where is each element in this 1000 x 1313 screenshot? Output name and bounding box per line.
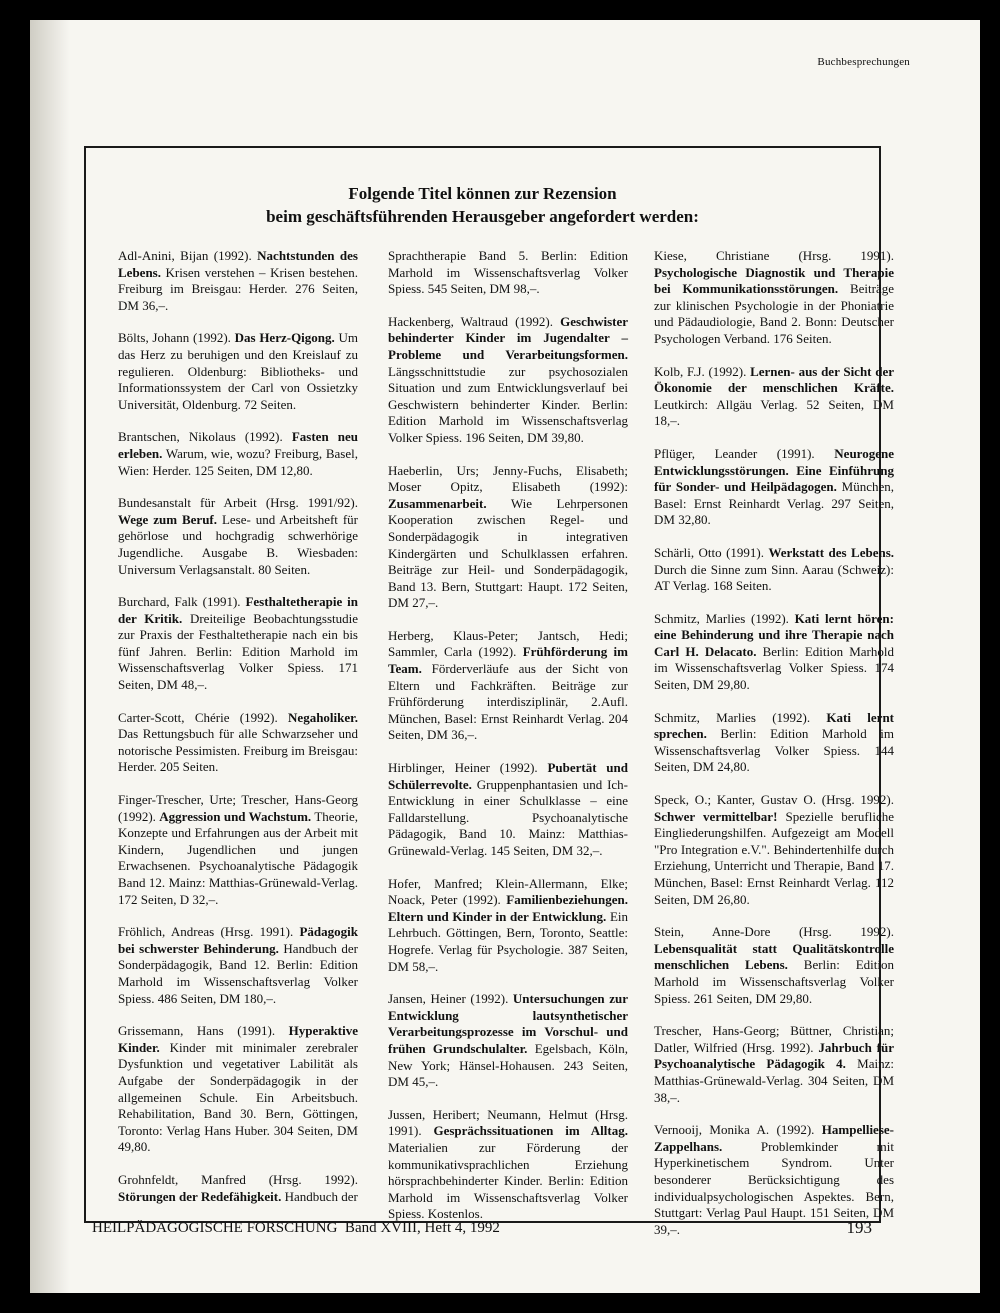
entry-title: Familienbeziehungen. Eltern und Kinder in der Entwicklung.	[388, 892, 628, 924]
bibliography-entry	[654, 1023, 894, 1106]
entry-details: Berlin: Edition Marhold im Wissenschaftsverlag Volker Spiess. 174 Seiten, DM 29,80.	[654, 643, 894, 693]
column-1	[118, 248, 358, 1221]
bibliography-entry	[118, 330, 358, 413]
entry-details: Lese- und Arbeitsheft für gehörlose und hochgradig schwerhörige Jugendliche. Ausgabe B. Wiesbaden: Universum Verlagsanstalt. 80 Seiten.	[118, 511, 358, 577]
entry-details: Materialien zur Förderung der kommunikativsprachlichen Erziehung hörsprachbehinderter Kinder. Berlin: Edition Marhold im Wissenschaftsverlag Volker Spiess. Kostenlos.	[388, 1139, 628, 1222]
entry-title: Wege zum Beruf.	[118, 511, 218, 527]
entry-author: Jussen, Heribert; Neumann, Helmut (Hrsg. 1991).	[388, 1106, 628, 1139]
bibliography-entry	[388, 876, 628, 976]
bibliography-entry	[654, 792, 894, 908]
entry-title: Nachtstunden des Lebens.	[118, 248, 358, 280]
entry-author: Grissemann, Hans (1991).	[118, 1023, 289, 1039]
entry-details: Gruppenphantasien und Ich-Entwicklung in einer Schulklasse – eine Falldarstellung. Psychoanalytische Pädagogik, Band 10. Mainz: Matthias-Grünewald-Verlag. 145 Seiten, DM 32,–.	[388, 776, 628, 858]
entry-title: Negaholiker.	[288, 709, 358, 725]
entry-title: Lernen- aus der Sicht der Ökonomie der menschlichen Kräfte.	[654, 363, 894, 396]
box-title	[86, 182, 879, 228]
bibliography-entry	[388, 463, 628, 612]
entry-title: Geschwister behinderter Kinder im Jugendalter – Probleme und Verarbeitungsformen.	[388, 313, 628, 362]
entry-title: Lebensqualität statt Qualitätskontrolle menschlichen Lebens.	[654, 940, 894, 973]
entry-title: Psychologische Diagnostik und Therapie bei Kommunikationsstörungen.	[654, 264, 894, 297]
bibliography-entry	[654, 446, 894, 529]
bibliography-entry	[388, 991, 628, 1091]
entry-details: Wie Lehrpersonen Kooperation zwischen Regel- und Sonderpädagogik in integrativen Kindergärten und Schulklassen erfahren. Beiträge zur Heil- und Sonderpädagogik, Band 13. Bern, Stuttgart: Haupt. 172 Seiten, DM 27,–.	[388, 495, 628, 611]
entry-details: Förderverläufe aus der Sicht von Eltern und Fachkräften. Beiträge zur Frühförderung interdisziplinär, 2.Aufl. München, Basel: Ernst Reinhardt Verlag. 204 Seiten, DM 36,–.	[388, 661, 628, 743]
entry-title: Kati lernt hören: eine Behinderung und ihre Therapie nach Carl H. Delacato.	[654, 610, 894, 659]
box-title-line-2: beim geschäftsführenden Herausgeber angefordert werden:	[266, 207, 699, 226]
entry-author: Hirblinger, Heiner (1992).	[388, 760, 548, 776]
entry-details: Das Rettungsbuch für alle Schwarzseher und notorische Pessimisten. Freiburg im Breisgau: Herder. 205 Seiten.	[118, 726, 358, 775]
entry-title: Kati lernt sprechen.	[654, 709, 894, 742]
bibliography-entry	[118, 792, 358, 908]
entry-author: Schmitz, Marlies (1992).	[654, 610, 795, 626]
bibliography-entry	[388, 1107, 628, 1223]
entry-details: Handbuch der Sonderpädagogik, Band 12. Berlin: Edition Marhold im Wissenschaftsverlag Volker Spiess. 486 Seiten, DM 180,–.	[118, 940, 358, 1006]
bibliography-entry	[654, 248, 894, 348]
bibliography-entry	[654, 611, 894, 694]
entry-details: Spezielle berufliche Eingliederungshilfen. Aufgezeigt am Modell "Pro Integration e.V.". Behindertenhilfe durch Erziehung, Unterricht und Therapie, Band 17. München, Basel: Ernst Reinhardt Verlag. 112 Seiten, DM 26,80.	[654, 808, 894, 907]
entry-title: Untersuchungen zur Entwicklung lautsynthetischer Verarbeitungsprozesse im Vorschul- und frühen Grundschulalter.	[388, 991, 629, 1056]
entry-title: Fasten neu erleben.	[118, 429, 358, 461]
entry-author: Fröhlich, Andreas (Hrsg. 1991).	[118, 924, 300, 940]
entry-details: Leutkirch: Allgäu Verlag. 52 Seiten, DM 18,–.	[654, 396, 894, 429]
entry-details: Durch die Sinne zum Sinn. Aarau (Schweiz): AT Verlag. 168 Seiten.	[654, 561, 894, 594]
bibliography-entry	[654, 364, 894, 430]
entry-author: Kolb, F.J. (1992).	[654, 363, 751, 379]
entry-author: Carter-Scott, Chérie (1992).	[118, 709, 289, 725]
entry-title: Gesprächssituationen im Alltag.	[433, 1123, 628, 1139]
entry-details: Dreiteilige Beobachtungsstudie zur Praxis der Festhaltetherapie nach ein bis fünf Jahren. Berlin: Edition Marhold im Wissenschaftsverlag Volker Spiess. 171 Seiten, DM 48,–.	[118, 610, 358, 693]
entry-details: Berlin: Edition Marhold im Wissenschaftsverlag Volker Spiess. 144 Seiten, DM 24,80.	[654, 726, 894, 775]
bibliography-entry	[388, 248, 628, 298]
entry-author: Stein, Anne-Dore (Hrsg. 1992).	[654, 924, 894, 940]
bibliography-entry	[654, 545, 894, 595]
entry-details: Beiträge zur klinischen Psychologie in der Phoniatrie und Pädaudiologie, Band 2. Bonn: Deutscher Psychologen Verband. 176 Seiten.	[654, 281, 894, 346]
entry-title: Hyperaktive Kinder.	[118, 1023, 358, 1055]
entry-details: Theorie, Konzepte und Erfahrungen aus der Arbeit mit Kindern, Jugendlichen und jungen Erwachsenen. Psychoanalytische Pädagogik Band 12. Mainz: Matthias-Grünewald-Verlag. 172 Seiten, D 32,–.	[118, 808, 358, 907]
entry-author: Bundesanstalt für Arbeit (Hrsg. 1991/92).	[118, 495, 358, 511]
entry-author: Trescher, Hans-Georg; Büttner, Christian; Datler, Wilfried (Hrsg. 1992).	[654, 1023, 894, 1055]
bibliography-entry	[118, 924, 358, 1007]
entry-author: Hofer, Manfred; Klein-Allermann, Elke; Noack, Peter (1992).	[388, 875, 628, 908]
bibliography-entry	[118, 1023, 358, 1156]
bibliography-entry	[118, 248, 358, 314]
entry-author: Grohnfeldt, Manfred (Hrsg. 1992).	[118, 1171, 358, 1187]
entry-title: Werkstatt des Lebens.	[768, 544, 894, 560]
running-header: Buchbesprechungen	[817, 56, 910, 68]
entry-title: Schwer vermittelbar!	[654, 808, 778, 824]
entry-author: Vernooij, Monika A. (1992).	[654, 1122, 822, 1138]
entry-title: Aggression und Wachstum.	[159, 808, 312, 824]
bibliography-entry	[388, 628, 628, 744]
page-number: 193	[846, 1218, 872, 1237]
entry-author: Brantschen, Nikolaus (1992).	[118, 429, 292, 445]
bibliography-entry	[118, 594, 358, 694]
entry-title: Pubertät und Schülerrevolte.	[388, 760, 628, 792]
entry-title: Festhaltetherapie in der Kritik.	[118, 594, 359, 626]
bibliography-entry	[118, 495, 358, 578]
entry-title: Hampelliese-Zappelhans.	[654, 1122, 894, 1154]
entry-author: Adl-Anini, Bijan (1992).	[118, 248, 258, 263]
entry-title: Neurogene Entwicklungsstörungen. Eine Einführung für Sonder- und Heilpädagogen.	[654, 445, 894, 495]
entry-title: Pädagogik bei schwerster Behinderung.	[118, 924, 358, 956]
entry-author: Schärli, Otto (1991).	[654, 544, 769, 560]
bibliography-entry	[388, 760, 628, 860]
entry-author: Bölts, Johann (1992).	[118, 330, 235, 346]
entry-details: Um das Herz zu beruhigen und den Kreislauf zu regulieren. Oldenburg: Bibliotheks- und Informationssystem der Carl von Ossietzky Universität, Oldenburg. 72 Seiten.	[118, 330, 359, 412]
column-2	[388, 248, 628, 1239]
entry-author: Finger-Trescher, Urte; Trescher, Hans-Georg (1992).	[118, 792, 358, 824]
page-spine-shadow	[30, 20, 70, 1293]
bibliography-entry	[388, 314, 628, 447]
entry-author: Pflüger, Leander (1991).	[654, 445, 835, 461]
entry-author: Herberg, Klaus-Peter; Jantsch, Hedi; Sammler, Carla (1992).	[388, 627, 628, 660]
bibliography-entry	[118, 1172, 358, 1205]
entry-details: Warum, wie, wozu? Freiburg, Basel, Wien: Herder. 125 Seiten, DM 12,80.	[118, 445, 358, 478]
entry-title: Zusammenarbeit.	[388, 495, 487, 511]
entry-author: Speck, O.; Kanter, Gustav O. (Hrsg. 1992).	[654, 792, 894, 808]
entry-details: Berlin: Edition Marhold im Wissenschaftsverlag Volker Spiess. 261 Seiten, DM 29,80.	[654, 957, 894, 1006]
journal-footer: HEILPÄDAGOGISCHE FORSCHUNG Band XVIII, Heft 4, 1992	[92, 1220, 500, 1236]
entry-details: Kinder mit minimaler zerebraler Dysfunktion und vegetativer Labilität als Aufgabe der Sonderpädagogik in der allgemeinen Schule. Ein Arbeitsbuch. Rehabilitation, Band 30. Bern, Göttingen, Toronto: Verlag Hans Huber. 304 Seiten, DM 49,80.	[118, 1039, 358, 1155]
journal-page	[30, 20, 980, 1293]
bibliography-entry	[654, 710, 894, 776]
entry-title: Jahrbuch für Psychoanalytische Pädagogik 4.	[654, 1039, 894, 1072]
entry-author: Hackenberg, Waltraud (1992).	[388, 313, 561, 329]
bibliography-entry	[654, 924, 894, 1007]
entry-details: Problemkinder mit Hyperkinetischem Syndrom. Unter besonderer Berücksichtigung des individualpsychologischen Aspektes. Bern, Stuttgart: Verlag Paul Haupt. 151 Seiten, DM 39,–.	[654, 1138, 894, 1237]
entry-author: Haeberlin, Urs; Jenny-Fuchs, Elisabeth; Moser Opitz, Elisabeth (1992):	[388, 462, 628, 495]
entry-title: Frühförderung im Team.	[388, 644, 628, 677]
entry-details: Längsschnittstudie zur psychosozialen Situation und zum Entwicklungsverlauf bei Geschwistern behinderter Kinder. Berlin: Edition Marhold im Wissenschaftsverlag Volker Spiess. 196 Seiten, DM 39,80.	[388, 363, 628, 445]
entry-details: Ein Lehrbuch. Göttingen, Bern, Toronto, Seattle: Hogrefe. Verlag für Psychologie. 387 Seiten, DM 58,–.	[388, 908, 628, 974]
entry-details: München, Basel: Ernst Reinhardt Verlag. 297 Seiten, DM 32,80.	[654, 479, 894, 528]
entry-details: Egelsbach, Köln, New York; Hänsel-Hohausen. 243 Seiten, DM 45,–.	[388, 1040, 628, 1090]
entry-details: Mainz: Matthias-Grünewald-Verlag. 304 Seiten, DM 38,–.	[654, 1056, 894, 1105]
entry-title: Das Herz-Qigong.	[234, 330, 335, 346]
entry-author: Kiese, Christiane (Hrsg. 1991).	[654, 248, 894, 263]
column-3	[654, 248, 894, 1254]
entry-author: Sprachtherapie Band 5. Berlin: Edition Marhold im Wissenschaftsverlag Volker Spiess. 545 Seiten, DM 98,–.	[388, 248, 628, 297]
entry-author: Schmitz, Marlies (1992).	[654, 709, 827, 725]
box-title-line-1: Folgende Titel können zur Rezension	[348, 184, 617, 203]
entry-details: Krisen verstehen – Krisen bestehen. Freiburg im Breisgau: Herder. 276 Seiten, DM 36,–.	[118, 264, 358, 313]
entry-details: Handbuch der	[281, 1188, 358, 1204]
bibliography-entry	[118, 710, 358, 776]
entry-author: Jansen, Heiner (1992).	[388, 991, 513, 1007]
entry-title: Störungen der Redefähigkeit.	[118, 1188, 282, 1204]
bibliography-entry	[118, 429, 358, 479]
entry-author: Burchard, Falk (1991).	[118, 594, 246, 610]
